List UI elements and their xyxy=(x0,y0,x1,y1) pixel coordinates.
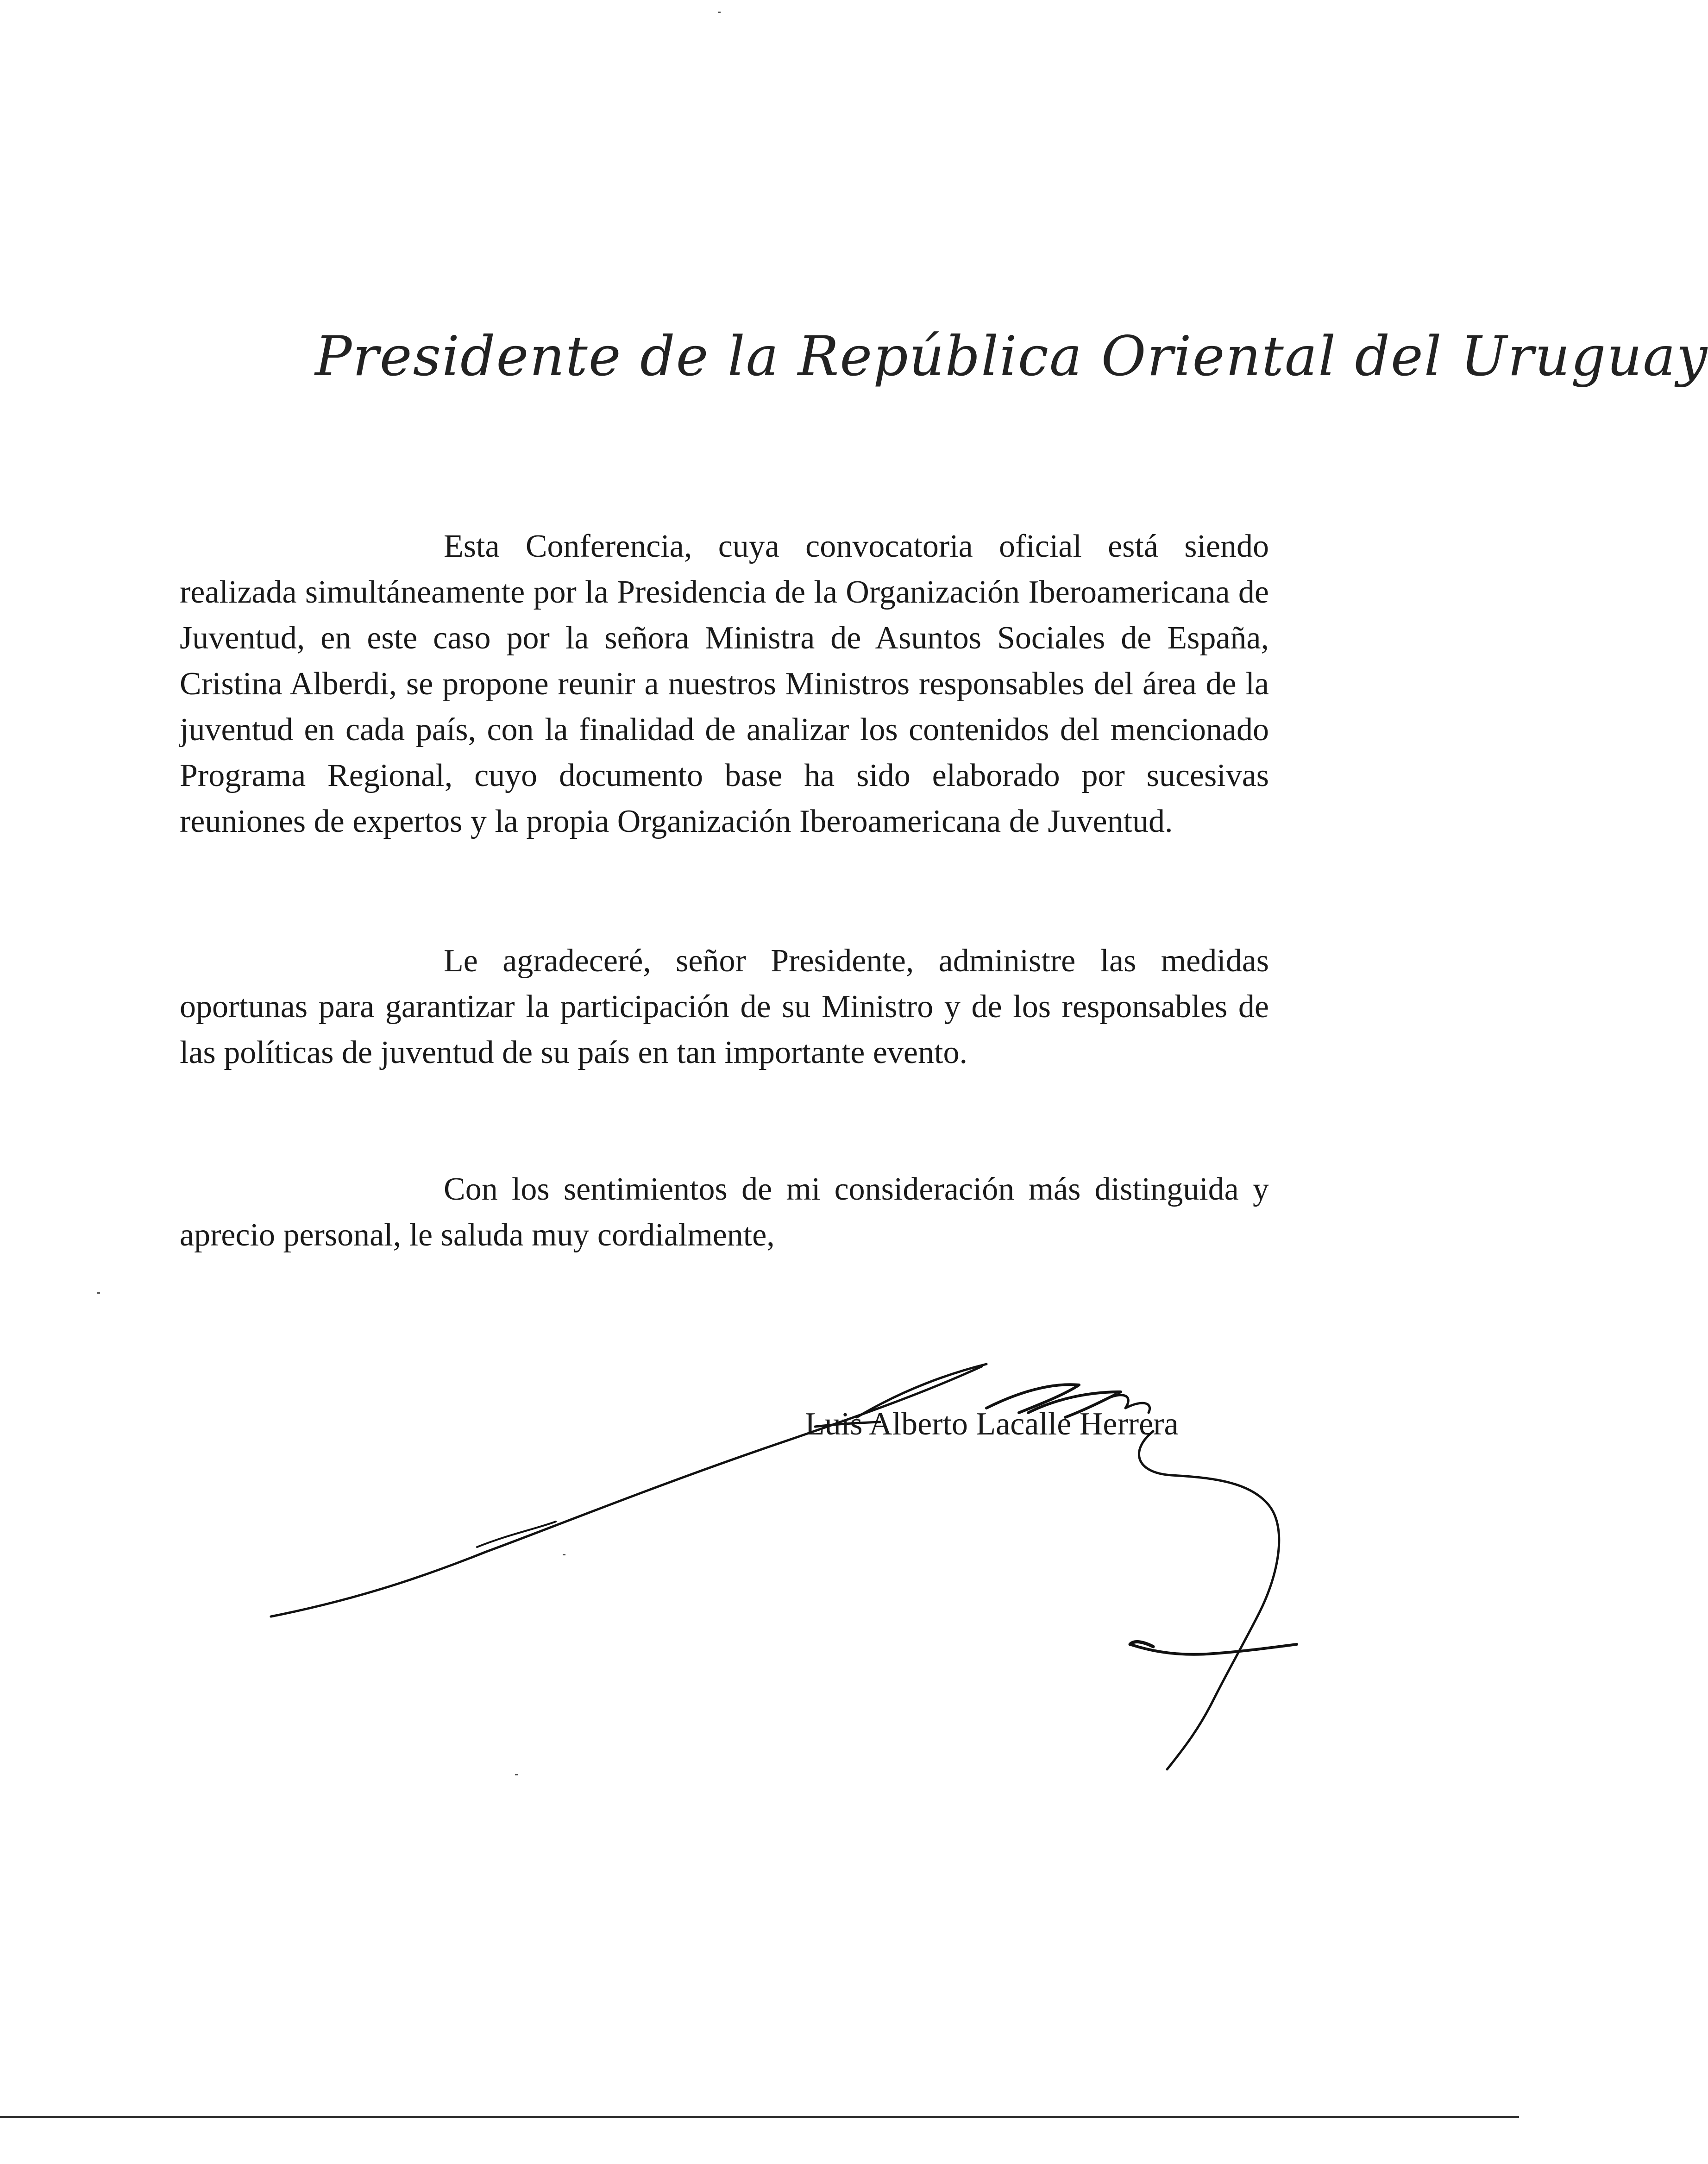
scan-edge-line xyxy=(0,2116,1519,2118)
letter-paragraph-1 xyxy=(180,523,1269,844)
letter-paragraph-3 xyxy=(180,1166,1269,1258)
scan-speck xyxy=(515,1774,518,1775)
paragraph-text: Con los sentimientos de mi consideración más distinguida y aprecio personal, le saluda muy cordialmente, xyxy=(180,1171,1269,1253)
scan-speck xyxy=(563,1554,565,1555)
scan-speck xyxy=(718,12,721,13)
paragraph-text: Esta Conferencia, cuya convocatoria oficial está siendo realizada simultáneamente por la Presidencia de la Organización Iberoamericana de Juventud, en este caso por la señora Ministra de Asuntos Sociales de España, Cristina Alberdi, se propone reunir a nuestros Ministros responsables del área de la juventud en cada país, con la finalidad de analizar los contenidos del mencionado Programa Regional, cuyo documento base ha sido elaborado por sucesivas reuniones de expertos y la propia Organización Iberoamericana de Juventud. xyxy=(180,528,1269,839)
letterhead-title: Presidente de la República Oriental del Uruguay xyxy=(315,324,1708,388)
letter-paragraph-2 xyxy=(180,938,1269,1076)
paragraph-text: Le agradeceré, señor Presidente, administre las medidas oportunas para garantizar la participación de su Ministro y de los responsables de las políticas de juventud de su país en tan importante evento. xyxy=(180,943,1269,1070)
scan-speck xyxy=(97,1292,100,1294)
signatory-name: Luis Alberto Lacalle Herrera xyxy=(805,1406,1179,1442)
